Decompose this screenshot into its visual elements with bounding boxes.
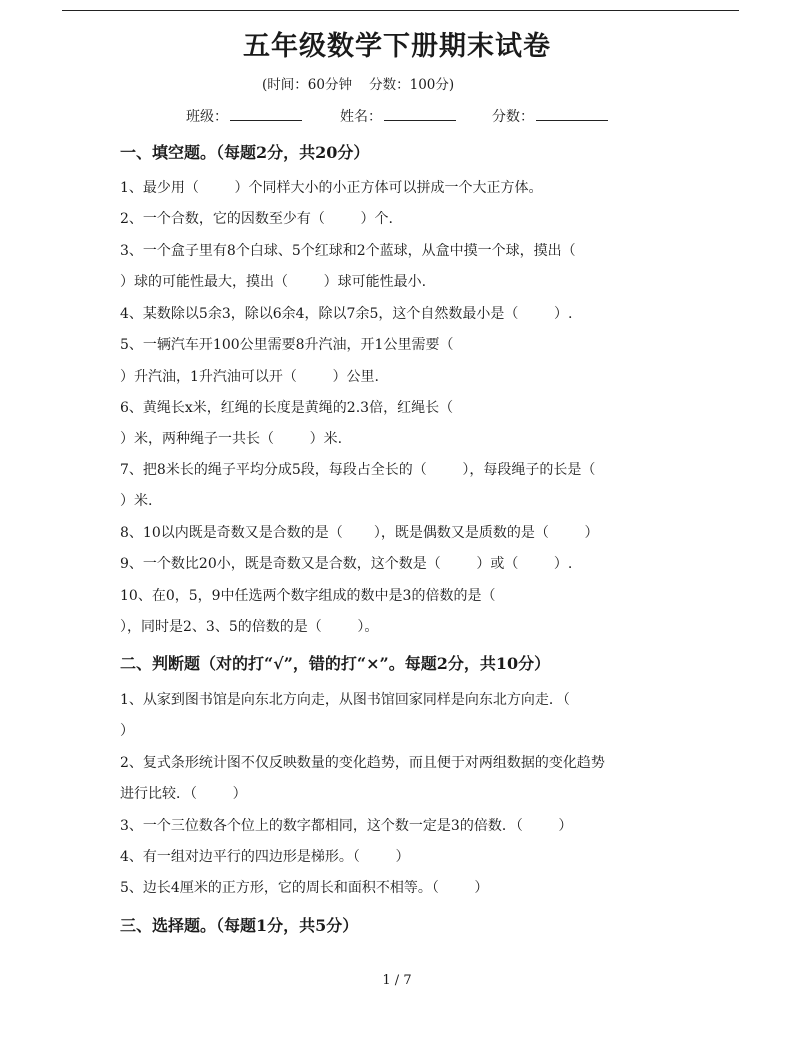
- score-label: 分数：: [492, 109, 534, 125]
- section-heading-multiple-choice: 三、选择题。（每题1分，共5分）: [120, 916, 359, 935]
- section-heading-true-false: 二、判断题（对的打“√”，错的打“×”。每题2分，共10分）: [120, 654, 551, 673]
- page-title: 五年级数学下册期末试卷: [243, 31, 551, 62]
- name-blank[interactable]: [384, 104, 456, 121]
- question-line: ）米.: [120, 493, 153, 509]
- question-line: 3、一个三位数各个位上的数字都相同，这个数一定是3的倍数．（ ）: [120, 818, 573, 834]
- question-line: ）: [120, 723, 134, 739]
- top-rule: [62, 10, 739, 11]
- exam-subtitle: (时间：60分钟 分数：100分): [262, 77, 455, 93]
- section-heading-fill-blank: 一、填空题。（每题2分，共20分）: [120, 143, 370, 162]
- name-label: 姓名：: [340, 109, 382, 125]
- question-line: 4、某数除以5余3，除以6余4，除以7余5，这个自然数最小是（ ）.: [120, 306, 573, 322]
- class-field: [186, 104, 302, 128]
- question-line: 4、有一组对边平行的四边形是梯形。（ ）: [120, 849, 410, 865]
- question-line: ）米，两种绳子一共长（ ）米.: [120, 431, 343, 447]
- question-line: 进行比较．（ ）: [120, 786, 247, 802]
- class-label: 班级：: [186, 109, 228, 125]
- class-blank[interactable]: [230, 104, 302, 121]
- question-line: ）升汽油，1升汽油可以开（ ）公里.: [120, 369, 379, 385]
- question-line: 1、最少用（ ）个同样大小的小正方体可以拼成一个大正方体。: [120, 180, 543, 196]
- question-line: 2、复式条形统计图不仅反映数量的变化趋势，而且便于对两组数据的变化趋势: [120, 755, 605, 771]
- question-line: 8、10以内既是奇数又是合数的是（ ），既是偶数又是质数的是（ ）: [120, 525, 599, 541]
- question-line: 9、一个数比20小，既是奇数又是合数，这个数是（ ）或（ ）.: [120, 556, 573, 572]
- question-line: ）球的可能性最大，摸出（ ）球可能性最小.: [120, 274, 427, 290]
- student-info-row: [0, 104, 794, 128]
- question-line: 10、在0，5，9中任选两个数字组成的数中是3的倍数的是（: [120, 588, 496, 604]
- question-line: 5、边长4厘米的正方形，它的周长和面积不相等。（ ）: [120, 880, 489, 896]
- question-line: 5、一辆汽车开100公里需要8升汽油，开1公里需要（: [120, 337, 454, 353]
- question-line: 3、一个盒子里有8个白球、5个红球和2个蓝球，从盒中摸一个球，摸出（: [120, 243, 576, 259]
- page-number: 1 / 7: [382, 973, 412, 988]
- question-line: 7、把8米长的绳子平均分成5段，每段占全长的（ ），每段绳子的长是（: [120, 462, 596, 478]
- question-line: 1、从家到图书馆是向东北方向走，从图书馆回家同样是向东北方向走．（: [120, 692, 570, 708]
- score-blank[interactable]: [536, 104, 608, 121]
- question-line: 2、一个合数，它的因数至少有（ ）个.: [120, 211, 393, 227]
- question-line: ），同时是2、3、5的倍数的是（ ）。: [120, 619, 379, 635]
- score-field: [492, 104, 608, 128]
- name-field: [340, 104, 456, 128]
- question-line: 6、黄绳长x米，红绳的长度是黄绳的2.3倍，红绳长（: [120, 400, 454, 416]
